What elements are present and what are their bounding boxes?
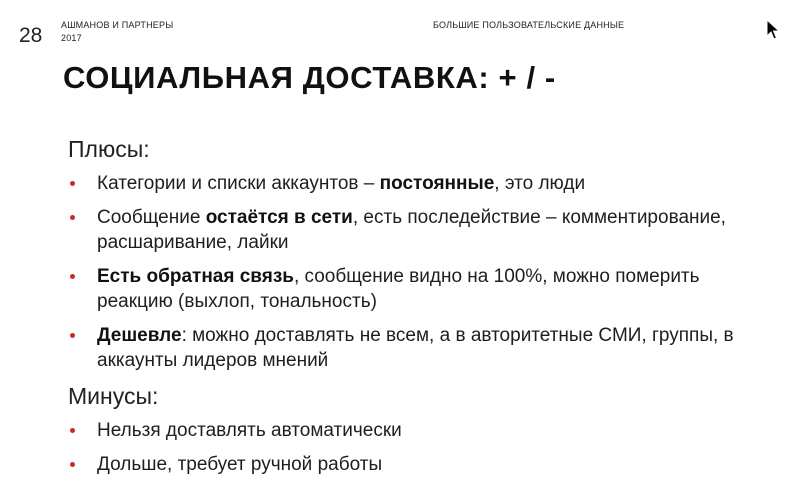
plus-item-text-bold: постоянные (379, 173, 495, 194)
header-company: АШМАНОВ И ПАРТНЕРЫ (61, 20, 174, 30)
plus-item-text-bold: Дешевле (97, 325, 182, 346)
header-topic: БОЛЬШИЕ ПОЛЬЗОВАТЕЛЬСКИЕ ДАННЫЕ (433, 20, 625, 30)
plus-item (68, 171, 768, 196)
plus-item-text-bold: Есть обратная связь (97, 266, 294, 287)
bullet-dot-icon (70, 333, 75, 338)
mouse-pointer-icon (766, 19, 780, 41)
slide-number: 28 (19, 24, 43, 47)
plus-item (68, 264, 768, 314)
plus-item-text-before: Категории и списки аккаунтов – (97, 173, 380, 194)
plus-item-text-after: , это люди (494, 173, 586, 194)
pluses-heading: Плюсы: (68, 136, 150, 162)
plus-item-text-after: , есть последействие – комментирование, расшаривание, лайки (97, 207, 726, 253)
plus-item-text-bold: остаётся в сети (205, 207, 353, 228)
minus-item-text: Дольше, требует ручной работы (97, 454, 383, 475)
bullet-dot-icon (70, 181, 75, 186)
bullet-dot-icon (70, 428, 75, 433)
minus-item (68, 418, 768, 443)
plus-item-text-before: Сообщение (97, 207, 206, 228)
minus-item-text: Нельзя доставлять автоматически (97, 420, 402, 441)
plus-item (68, 205, 768, 255)
plus-item-text-after: , сообщение видно на 100%, можно померить реакцию (выхлоп, тональность) (97, 266, 700, 312)
bullet-dot-icon (70, 274, 75, 279)
minuses-heading: Минусы: (68, 383, 159, 409)
header-year: 2017 (61, 33, 82, 43)
bullet-dot-icon (70, 215, 75, 220)
pluses-list (68, 171, 768, 373)
minuses-list (68, 418, 768, 477)
minus-item (68, 452, 768, 477)
plus-item-text-after: : можно доставлять не всем, а в авторитетные СМИ, группы, в аккаунты лидеров мнений (97, 325, 734, 371)
slide-content (68, 135, 768, 486)
bullet-dot-icon (70, 462, 75, 467)
slide-title: СОЦИАЛЬНАЯ ДОСТАВКА: + / - (63, 60, 556, 95)
header-company-block (61, 19, 173, 45)
plus-item (68, 323, 768, 373)
